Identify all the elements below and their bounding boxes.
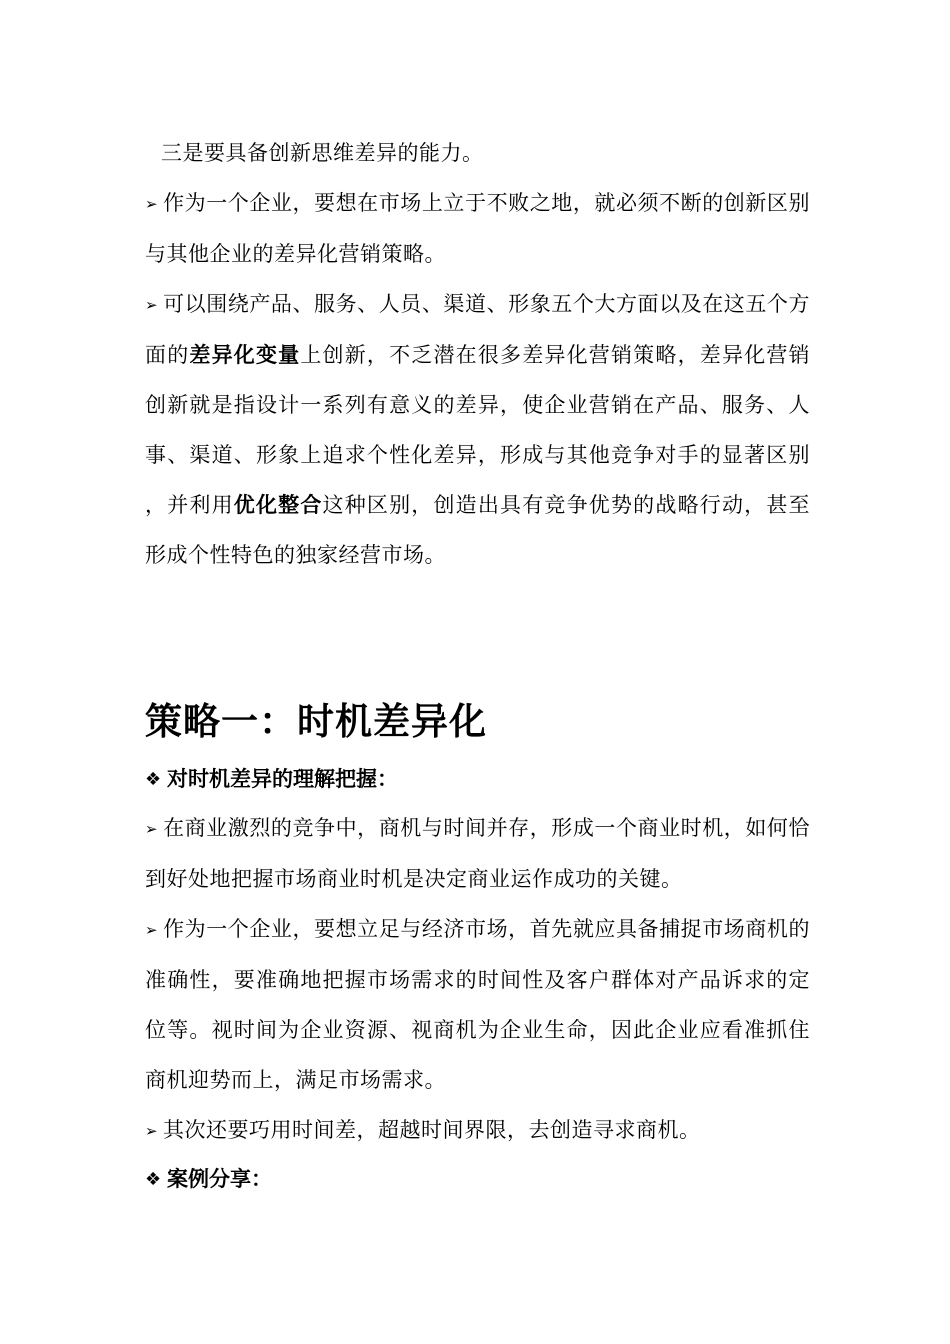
section-bullet-2-text: 作为一个企业，要想立足与经济市场，首先就应具备捕捉市场商机的准确性，要准确地把握市场需求的时间性及客户群体对产品诉求的定位等。视时间为企业资源、视商机为企业生命，因此企业应看准抓住商机迎势而上，满足市场需求。: [145, 917, 810, 1092]
intro-line-text: 三是要具备创新思维差异的能力。: [161, 141, 484, 165]
section-bullet-3-text: 其次还要巧用时间差，超越时间界限，去创造寻求商机。: [163, 1118, 701, 1142]
section-bullet-1-text: 在商业激烈的竞争中，商机与时间并存，形成一个商业时机，如何恰到好处地把握市场商业时机是决定商业运作成功的关键。: [145, 816, 810, 891]
intro-bullet-2-bold-term-1: 差异化变量: [189, 343, 301, 367]
diamond-bullet-icon: ❖: [145, 1169, 162, 1190]
section-bullet-1: [145, 803, 810, 904]
document-body: [145, 128, 810, 1203]
arrow-bullet-icon: ➢: [145, 921, 159, 939]
arrow-bullet-icon: ➢: [145, 820, 159, 838]
intro-bullet-1: [145, 178, 810, 279]
subheading-case-study-text: 案例分享：: [167, 1167, 272, 1191]
section-bullet-3: [145, 1105, 810, 1156]
subheading-understanding: [145, 756, 810, 803]
diamond-bullet-icon: ❖: [145, 769, 162, 790]
intro-bullet-2-text-part3: 这种区别，创造出具有竞争优势的战略行动，甚至形成个性特色的独家经营市场。: [145, 493, 811, 567]
section-heading: 策略一：时机差异化: [145, 700, 487, 743]
intro-bullet-1-text: 作为一个企业，要想在市场上立于不败之地，就必须不断的创新区别与其他企业的差异化营销策略。: [145, 191, 810, 266]
subheading-case-study: [145, 1156, 810, 1203]
intro-bullet-2-text-part2: 上创新，不乏潜在很多差异化营销策略，差异化营销创新就是指设计一系列有意义的差异，使企业营销在产品、服务、人事、渠道、形象上追求个性化差异，形成与其他竞争对手的显著区别 ，并利用: [145, 343, 811, 517]
intro-line: [145, 128, 810, 178]
intro-bullet-2: [145, 279, 810, 580]
subheading-understanding-text: 对时机差异的理解把握：: [167, 767, 398, 791]
arrow-bullet-icon: ➢: [145, 296, 159, 314]
section-bullet-2: [145, 904, 810, 1105]
intro-bullet-2-text-part1: 可以围绕产品、服务、人员、渠道、形象五个大方面以及在这五个方面的: [145, 292, 810, 367]
section-spacer: [145, 580, 810, 692]
arrow-bullet-icon: ➢: [145, 1122, 159, 1140]
intro-bullet-2-bold-term-2: 优化整合: [233, 493, 323, 517]
arrow-bullet-icon: ➢: [145, 195, 159, 213]
